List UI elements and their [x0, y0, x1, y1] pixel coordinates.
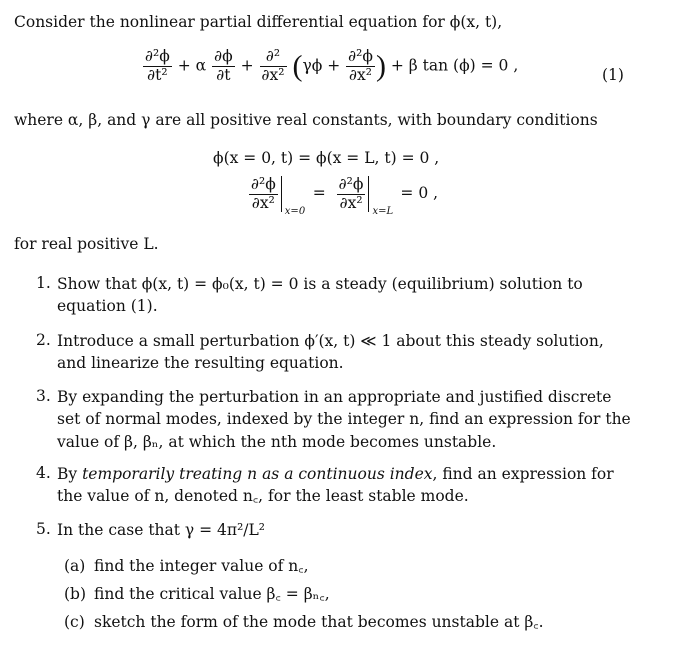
numerator: ∂²ϕ: [145, 47, 170, 65]
denominator: ∂t: [216, 65, 231, 84]
for-text: for real positive L.: [14, 235, 159, 253]
numerator: ∂ϕ: [214, 47, 233, 65]
subitem-c-label: (c): [64, 613, 85, 631]
bc-line-2: [248, 175, 439, 217]
equation-1: [142, 48, 518, 85]
eval-bar-right: [368, 176, 394, 217]
item-3-text: By expanding the perturbation in an appropriate and justified discrete set of normal modes, indexed by the integer n, find an expression for the value of β, βₙ, at which the nth mode becomes unstable.: [57, 388, 631, 451]
item-1-text: Show that ϕ(x, t) = ϕ₀(x, t) = 0 is a steady (equilibrium) solution to equation (1).: [57, 275, 583, 316]
eval-sub-xL: x=L: [372, 205, 394, 217]
eval-sub-x0: x=0: [284, 205, 306, 217]
numerator: ∂²: [260, 48, 287, 67]
fraction-dphi-dt: [212, 48, 235, 85]
plus-alpha: + α: [177, 56, 207, 75]
fraction-d2-dx2: [260, 48, 287, 85]
numerator: ∂²ϕ: [348, 47, 373, 65]
bc-tail: = 0 ,: [400, 184, 439, 203]
item-5-text: In the case that γ = 4π²/L²: [57, 521, 266, 539]
fraction-d2phi-dx2: [346, 48, 375, 85]
where-text: where α, β, and γ are all positive real constants, with boundary conditions: [14, 111, 598, 129]
item-2-number: 2.: [36, 331, 51, 349]
denominator: ∂x²: [349, 65, 373, 84]
item-4-emphasis: temporarily treating n as a continuous index: [82, 465, 433, 483]
denominator: ∂t²: [147, 65, 168, 84]
denominator: ∂x²: [261, 65, 285, 84]
numerator: ∂²ϕ: [251, 175, 276, 193]
left-paren: (: [292, 49, 303, 83]
subitem-b-label: (b): [64, 585, 87, 603]
right-paren: ): [375, 49, 386, 83]
item-4-number: 4.: [36, 464, 51, 482]
fraction-d2phi-dt2: [143, 48, 172, 85]
item-4-text-b: , find an expression for the value of n, denoted n꜀, for the least stable mode.: [57, 465, 614, 506]
equation-number: (1): [602, 66, 624, 84]
numerator: ∂²ϕ: [338, 175, 364, 193]
equation-tail: + β tan (ϕ) = 0 ,: [390, 56, 519, 75]
item-1-number: 1.: [36, 274, 51, 292]
denominator: ∂x²: [251, 193, 275, 212]
plus-sign: +: [240, 56, 254, 75]
subitem-c-text: sketch the form of the mode that becomes unstable at β꜀.: [94, 613, 544, 631]
gamma-phi-plus: γϕ +: [302, 56, 341, 75]
fraction-d2phi-dx2-left: [249, 176, 278, 213]
intro-text: Consider the nonlinear partial differential equation for ϕ(x, t),: [14, 13, 503, 31]
subitem-b-text: find the critical value β꜀ = βₙ꜀,: [94, 585, 330, 603]
item-4-text: [57, 463, 632, 508]
subitem-a-text: find the integer value of n꜀,: [94, 557, 309, 575]
equals-sign: =: [312, 184, 326, 203]
fraction-d2phi-dx2-right: [337, 176, 366, 213]
subitem-a-label: (a): [64, 557, 86, 575]
item-2-text: Introduce a small perturbation ϕ′(x, t) ≪ 1 about this steady solution, and linearize the resulting equation.: [57, 332, 604, 373]
item-5-number: 5.: [36, 520, 51, 538]
denominator: ∂x²: [339, 193, 363, 212]
eval-bar-left: [281, 176, 306, 217]
bc-line-1: ϕ(x = 0, t) = ϕ(x = L, t) = 0 ,: [213, 149, 440, 167]
item-4-text-a: By: [57, 465, 83, 483]
item-3-number: 3.: [36, 387, 51, 405]
